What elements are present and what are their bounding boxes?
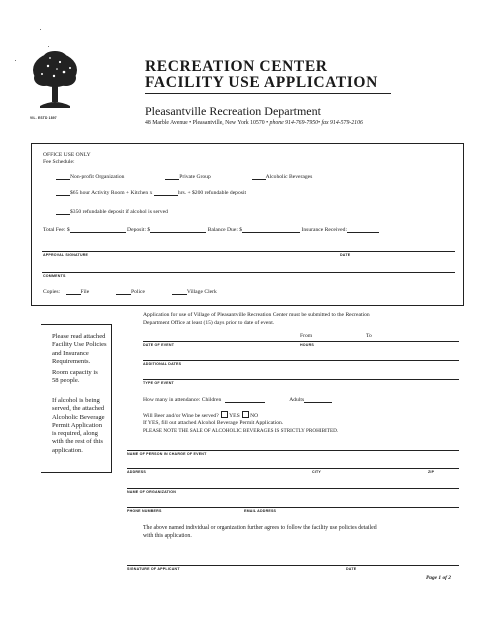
note-line: served, the attached [52,405,105,413]
person-in-charge-label: NAME OF PERSON IN CHARGE OF EVENT [127,452,207,456]
to-label: To [366,333,372,339]
alcohol-deposit-row [56,209,168,215]
office-use-heading: OFFICE USE ONLY [43,152,91,158]
note-line: Please read attached [52,333,106,340]
phone-numbers-label: PHONE NUMBERS [127,509,162,513]
totals-row [43,227,379,233]
note-line: 58 people. [52,377,80,385]
alcoholic-label: Alcoholic Beverages [265,174,313,180]
note-line: application. [52,446,83,454]
alcohol-deposit-blank[interactable] [56,209,70,215]
yes-checkbox[interactable] [221,411,228,418]
hourly-prefix: $65 hour Activity Room + Kitchen x [70,190,153,196]
police-label: Police [131,289,145,295]
alcohol-permit-note [52,397,105,455]
additional-dates-line[interactable] [143,360,459,361]
approval-date-label: DATE [340,253,351,257]
capacity-note [52,369,98,386]
approval-signature-label: APPROVAL SIGNATURE [43,253,89,257]
note-line: If alcohol is being [52,397,100,404]
nonprofit-label: Non-profit Organization [70,174,125,180]
adults-label: Adults [289,397,305,403]
hours-label: HOURS [300,343,314,347]
village-clerk-label: Village Clerk [186,289,217,295]
no-label: NO [250,413,259,419]
copies-label: Copies: [43,289,61,295]
hourly-blank[interactable] [56,190,70,196]
scan-speck [48,46,49,47]
note-line: with the rest of this [52,438,103,446]
organization-line[interactable] [127,488,459,489]
attendance-row [143,397,332,403]
intro-line-1: Application for use of Village of Pleasantville Recreation Center must be submitted to the Recreation [143,312,370,318]
office-use-box [31,143,464,306]
private-group-label: Private Group [179,174,211,180]
title-line-1: RECREATION CENTER [145,58,328,75]
balance-due-label: Balance Due: $ [207,227,243,233]
fee-options-row [56,174,312,180]
hourly-rate-row [56,190,246,196]
fee-schedule-label: Fee Schedule: [43,159,75,165]
signature-date-label: DATE [346,567,357,571]
agreement-line-2: with this application. [143,533,192,539]
email-label: EMAIL ADDRESS [244,509,277,513]
person-in-charge-line[interactable] [127,450,459,451]
type-of-event-line[interactable] [143,379,459,380]
children-label: How many in attendance: Children [143,397,222,403]
department-name: Pleasantville Recreation Department [145,104,321,118]
from-label: From [300,333,313,339]
insurance-received-field[interactable] [347,227,379,233]
phone-email-line[interactable] [127,507,459,508]
total-fee-field[interactable] [70,227,126,233]
private-group-blank[interactable] [165,174,179,180]
title-rule [145,93,391,94]
hours-blank[interactable] [154,190,178,196]
hourly-suffix: hrs. + $200 refundable deposit [177,190,247,196]
deposit-label: Deposit: $ [127,227,151,233]
children-field[interactable] [225,397,265,403]
copies-row [43,289,217,295]
alcohol-sale-note: PLEASE NOTE THE SALE OF ALCOHOLIC BEVERAGES IS STRICTLY PROHIBITED. [143,428,339,434]
scan-speck [40,29,41,30]
approval-signature-line[interactable] [42,251,455,252]
no-checkbox[interactable] [242,411,249,418]
type-of-event-label: TYPE OF EVENT [143,381,174,385]
note-line: and Insurance [52,349,89,357]
organization-label: NAME OF ORGANIZATION [127,490,177,494]
file-blank[interactable] [66,289,81,295]
deposit-field[interactable] [150,227,206,233]
note-line: Facility Use Policies [52,341,107,349]
if-yes-note: If YES, fill out attached Alcohol Beverage Permit Application. [143,420,284,426]
additional-dates-label: ADDITIONAL DATES [143,362,182,366]
note-line: Room capacity is [52,369,98,376]
logo-caption: VIL. ESTD 1897 [30,116,57,120]
note-line: is required, along [52,430,98,438]
signature-line[interactable] [127,565,459,566]
comments-label: COMMENTS [43,274,66,278]
insurance-received-label: Insurance Received: [301,227,348,233]
title-line-2: FACILITY USE APPLICATION [145,74,378,91]
note-line: Requirements. [52,357,91,365]
signature-label: SIGNATURE OF APPLICANT [127,567,180,571]
agreement-line-1: The above named individual or organization further agrees to follow the facility use policies detailed [143,525,377,531]
department-contact [145,120,363,126]
address-line[interactable] [127,468,459,469]
fax-text: fax 914-579-2106 [321,120,363,126]
total-fee-label: Total Fee: $ [43,227,70,233]
alcoholic-blank[interactable] [252,174,266,180]
village-clerk-blank[interactable] [172,289,187,295]
page-number: Page 1 of 2 [426,575,452,581]
address-label: ADDRESS [127,470,146,474]
note-line: Alcoholic Beverage [52,413,105,421]
city-label: CITY [312,470,321,474]
intro-line-2: Department Office at least (15) days prior to date of event. [143,320,275,326]
address-text: 48 Marble Avenue • Pleasantville, New York 10570 • [145,120,269,126]
zip-label: ZIP [428,470,435,474]
nonprofit-blank[interactable] [56,174,70,180]
beer-wine-row [143,411,258,419]
yes-label: YES [229,413,240,419]
file-label: File [80,289,90,295]
note-line: Permit Application [52,421,102,429]
adults-field[interactable] [304,397,332,403]
comments-line[interactable] [42,272,455,273]
date-of-event-line[interactable] [143,341,459,342]
scan-speck [15,60,16,61]
date-of-event-label: DATE OF EVENT [143,343,175,347]
phone-text: phone 914-769-7950• [269,120,321,126]
village-logo-tree [30,50,80,112]
balance-due-field[interactable] [242,227,300,233]
beer-wine-question: Will Beer and/or Wine be served? [143,413,219,419]
police-blank[interactable] [116,289,131,295]
alcohol-deposit-label: $350 refundable deposit if alcohol is served [70,209,168,215]
read-policies-note [52,333,107,366]
